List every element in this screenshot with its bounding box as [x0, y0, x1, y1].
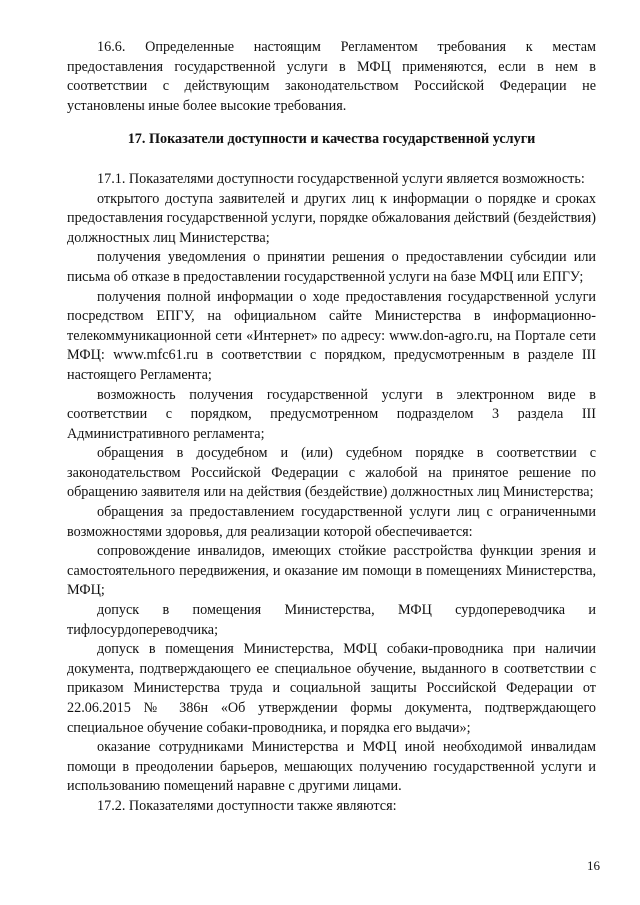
paragraph: 17.1. Показателями доступности государственной услуги является возможность: — [97, 170, 585, 187]
paragraph: получения полной информации о ходе предоставления государственной услуги посредством ЕПГУ, на официальном сайте Министерства в информационно-телекоммуникационной сети «Интернет» по адресу: www.don-agro.ru, на Портале сети МФЦ: www.mfc61.ru в соответствии с порядком, предусмотренным в разделе III настоящего Регламента; — [67, 288, 596, 383]
paragraph: обращения в досудебном и (или) судебном порядке в соответствии с законодательством Российской Федерации с жалобой на принятое решение по обращению заявителя или на действия (бездействие) должностных лиц Министерства; — [67, 445, 596, 501]
section-heading-17: 17. Показатели доступности и качества государственной услуги — [127, 131, 536, 148]
paragraph: открытого доступа заявителей и других лиц к информации о порядке и сроках предоставления государственной услуги, порядке обжалования действий (бездействия) должностных лиц Министерства; — [67, 190, 596, 246]
paragraph: получения уведомления о принятии решения о предоставлении субсидии или письма об отказе в предоставлении государственной услуги на базе МФЦ или ЕПГУ; — [67, 249, 596, 285]
paragraph: 17.2. Показателями доступности также являются: — [97, 797, 397, 814]
paragraph: оказание сотрудниками Министерства и МФЦ иной необходимой инвалидам помощи в преодолении барьеров, мешающих получению государственной услуги и использованию помещений наравне с другими лицами. — [67, 739, 596, 795]
paragraph: допуск в помещения Министерства, МФЦ собаки-проводника при наличии документа, подтверждающего ее специальное обучение, выданного в соответствии с приказом Министерства труда и социальной защиты Российской Федерации от 22.06.2015 № 386н «Об утверждении формы документа, подтверждающего специальное обучение собаки-проводника, и порядка его выдачи»; — [67, 641, 596, 736]
section-17-body — [67, 170, 596, 817]
paragraph: сопровождение инвалидов, имеющих стойкие расстройства функции зрения и самостоятельного передвижения, и оказание им помощи в помещениях Министерства, МФЦ; — [67, 543, 596, 599]
paragraph-16-6: 16.6. Определенные настоящим Регламентом требования к местам предоставления государственной услуги в МФЦ применяются, если в нем в соответствии с действующим законодательством Российской Федерации не установлены иные более высокие требования. — [67, 39, 596, 114]
page-number: 16 — [587, 858, 600, 873]
paragraph: допуск в помещения Министерства, МФЦ сурдопереводчика и тифлосурдопереводчика; — [67, 602, 596, 638]
paragraph: обращения за предоставлением государственной услуги лиц с ограниченными возможностями здоровья, для реализации которой обеспечивается: — [67, 504, 596, 540]
paragraph: возможность получения государственной услуги в электронном виде в соответствии с порядком, предусмотренном подразделом 3 раздела III Административного регламента; — [67, 386, 596, 442]
